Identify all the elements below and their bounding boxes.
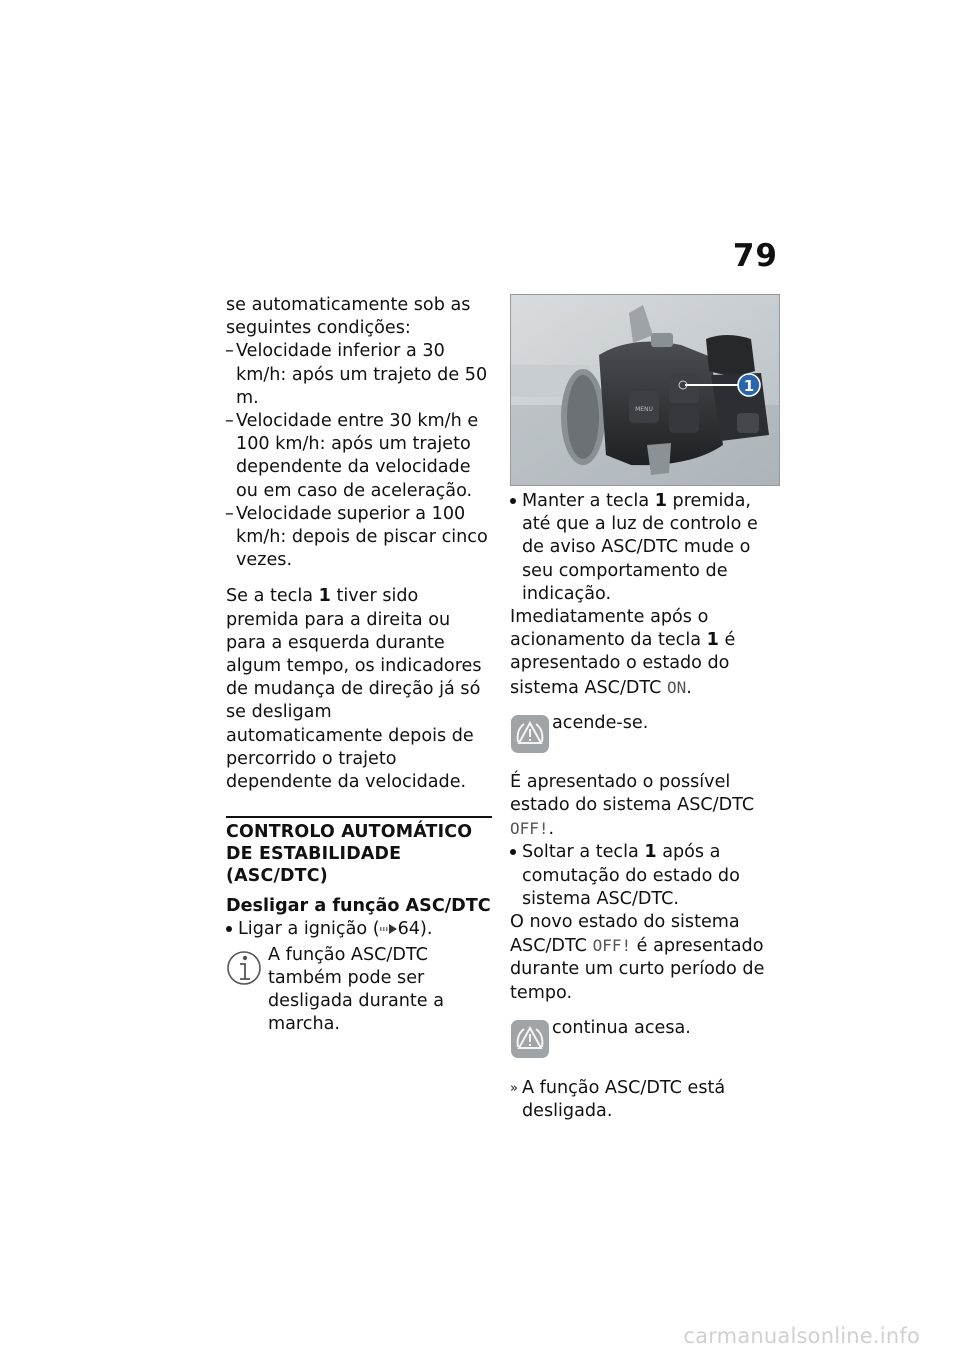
list-item: Soltar a tecla 1 após a comutação do estado do sistema ASC/DTC. bbox=[510, 841, 782, 911]
callout-label: 1 bbox=[743, 377, 755, 395]
result-text: » A função ASC/DTC está desligada. bbox=[510, 1077, 726, 1122]
list-item: – Velocidade inferior a 30 km/h: após um trajeto de 50 m. bbox=[225, 341, 488, 408]
info-icon bbox=[226, 948, 262, 988]
warning-lamp-note: acende-se. bbox=[510, 712, 782, 758]
watermark: carmanualsonline.info bbox=[683, 1324, 920, 1348]
warning-lamp-icon bbox=[510, 714, 550, 754]
section-title: CONTROLO AUTOMÁTICO DE ESTABILIDADE (ASC/DTC) bbox=[226, 822, 473, 887]
right-column bbox=[510, 490, 782, 1123]
paragraph: É apresentado o possível estado do sistema ASC/DTC OFF!. bbox=[510, 771, 755, 840]
paragraph: Imediatamente após o acionamento da tecla 1 é apresentado o estado do sistema ASC/DTC ON. bbox=[510, 607, 736, 698]
page-number: 79 bbox=[732, 238, 778, 274]
list-item: Ligar a ignição ( 64). bbox=[226, 918, 492, 941]
condition-list bbox=[226, 340, 492, 572]
intro-text: se automaticamente sob as seguintes condições: bbox=[226, 295, 471, 339]
list-item: – Velocidade superior a 100 km/h: depois de piscar cinco vezes. bbox=[225, 503, 488, 571]
handlebar-switch-photo bbox=[510, 294, 780, 486]
list-item: – Velocidade entre 30 km/h e 100 km/h: após um trajeto dependente da velocidade ou em caso de aceleração. bbox=[225, 411, 479, 501]
step-list bbox=[510, 841, 782, 911]
paragraph: O novo estado do sistema ASC/DTC OFF! é apresentado durante um curto período de tempo. bbox=[510, 912, 765, 1003]
step-list bbox=[510, 490, 782, 606]
list-item: Manter a tecla 1 premida, até que a luz de controlo e de aviso ASC/DTC mude o seu comportamento de indicação. bbox=[510, 490, 782, 606]
page-ref-arrow-icon bbox=[380, 923, 398, 935]
paragraph: Se a tecla 1 tiver sido premida para a direita ou para a esquerda durante algum tempo, os indicadores de mudança de direção já só se desligam automaticamente depois de percorrido o trajeto dependente da velocidade. bbox=[226, 586, 482, 793]
section-heading bbox=[226, 816, 492, 887]
page-ref[interactable]: 64 bbox=[397, 919, 420, 940]
step-list bbox=[226, 918, 492, 941]
result-mark: » bbox=[510, 1080, 518, 1096]
warning-lamp-note: continua acesa. bbox=[510, 1017, 782, 1063]
info-note: A função ASC/DTC também pode ser desligada durante a marcha. bbox=[226, 944, 492, 1037]
menu-button-label: MENU bbox=[635, 406, 653, 413]
left-column bbox=[226, 294, 492, 1036]
sub-title: Desligar a função ASC/DTC bbox=[226, 896, 491, 917]
warning-lamp-icon bbox=[510, 1019, 550, 1059]
